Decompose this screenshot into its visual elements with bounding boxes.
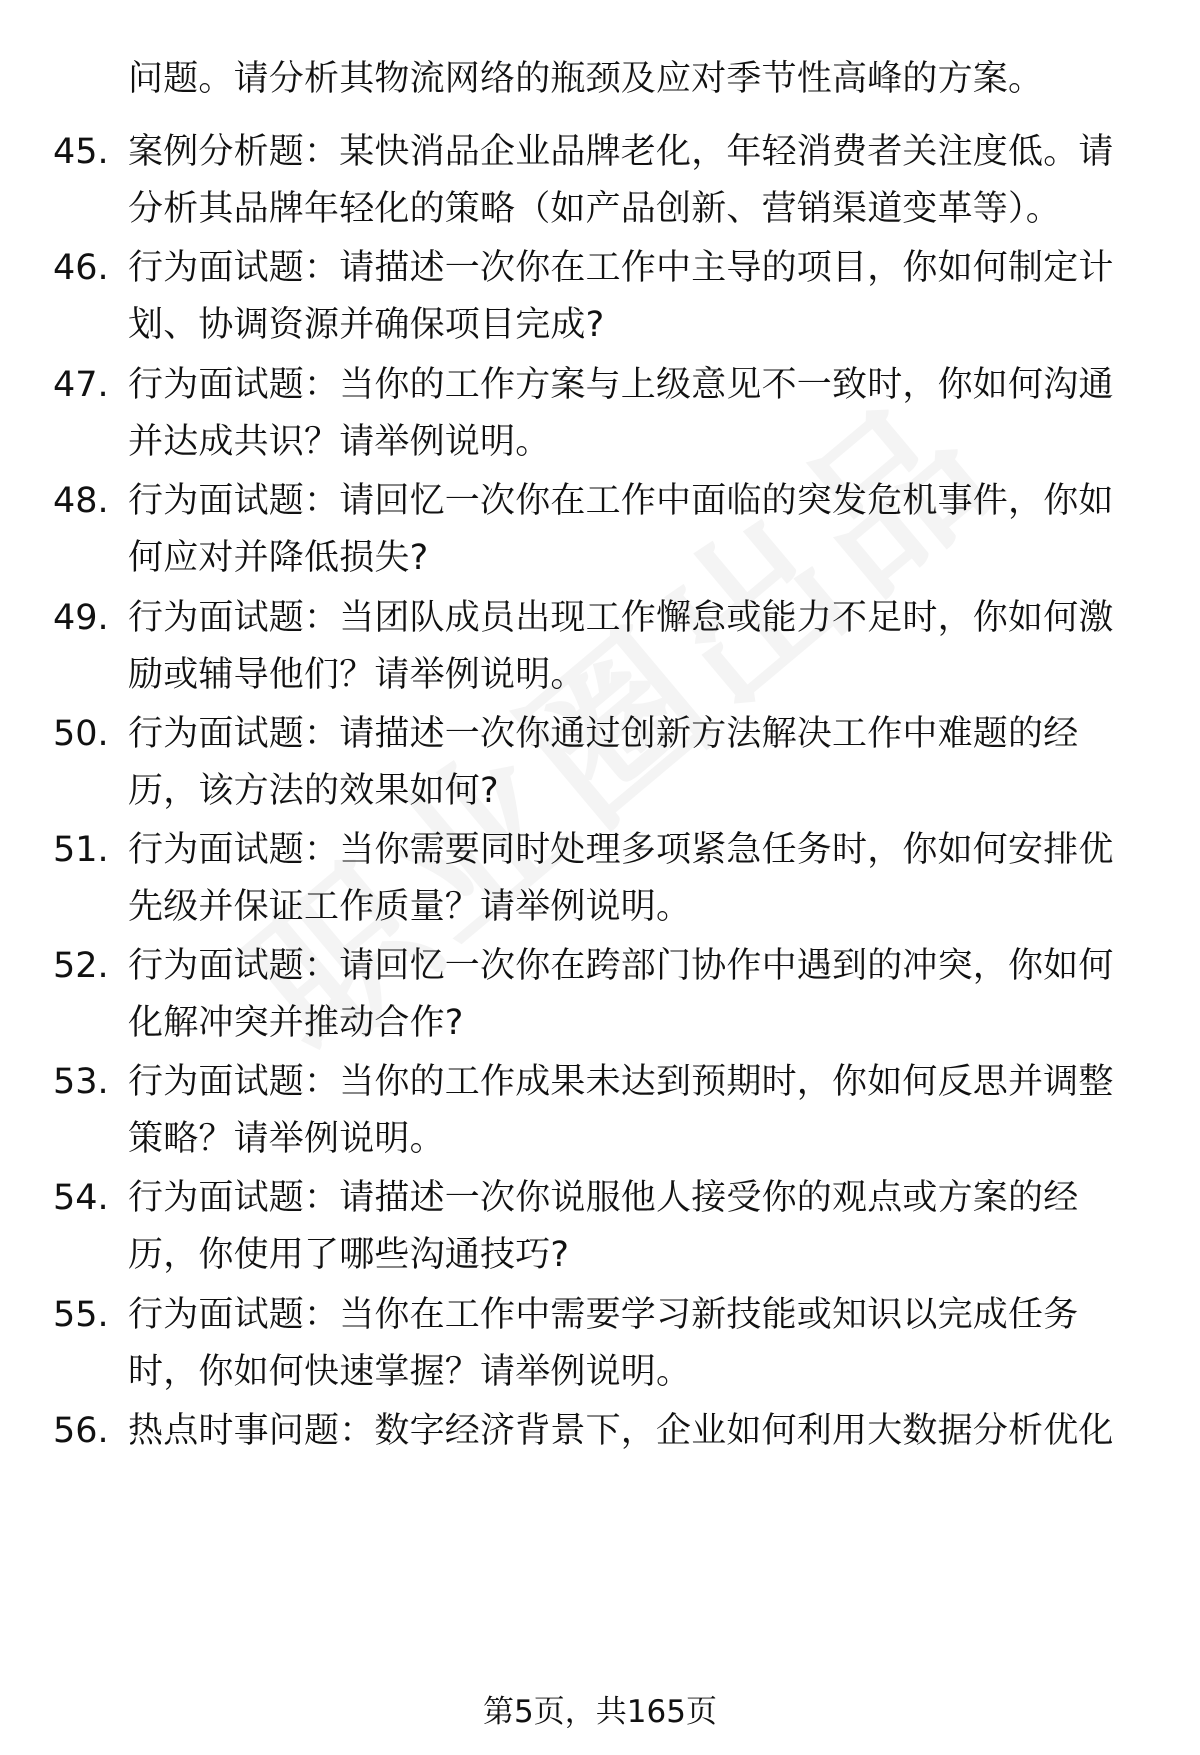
list-item: [0, 240, 1200, 350]
list-item: [0, 590, 1200, 700]
question-text: 案例分析题：某快消品企业品牌老化，年轻消费者关注度低。请分析其品牌年轻化的策略（如产品创新、营销渠道变革等）。: [128, 132, 1114, 229]
list-item: [0, 357, 1200, 467]
question-number: 50.: [53, 714, 109, 754]
question-text: 行为面试题：请回忆一次你在跨部门协作中遇到的冲突，你如何化解冲突并推动合作?: [128, 946, 1114, 1043]
question-number: 48.: [53, 481, 109, 521]
question-text: 行为面试题：当你需要同时处理多项紧急任务时，你如何安排优先级并保证工作质量？请举例说明。: [128, 830, 1114, 927]
question-number: 52.: [53, 946, 109, 986]
question-number: 45.: [53, 132, 109, 172]
question-text: 行为面试题：当你的工作方案与上级意见不一致时，你如何沟通并达成共识？请举例说明。: [128, 365, 1114, 462]
list-item: [0, 473, 1200, 583]
question-text: 行为面试题：请回忆一次你在工作中面临的突发危机事件，你如何应对并降低损失?: [128, 481, 1114, 578]
question-number: 54.: [53, 1178, 109, 1218]
question-text: 行为面试题：当团队成员出现工作懈怠或能力不足时，你如何激励或辅导他们？请举例说明。: [128, 598, 1114, 695]
list-item: [0, 706, 1200, 816]
question-number: 55.: [53, 1295, 109, 1335]
list-item: [0, 1054, 1200, 1164]
question-number: 53.: [53, 1062, 109, 1102]
list-item: [0, 1403, 1200, 1513]
question-text: 行为面试题：请描述一次你在工作中主导的项目，你如何制定计划、协调资源并确保项目完成?: [128, 248, 1114, 345]
question-number: 46.: [53, 248, 109, 288]
question-text: 热点时事问题：数字经济背景下，企业如何利用大数据分析优化: [128, 1411, 1114, 1451]
list-item: [0, 124, 1200, 234]
list-item: [0, 822, 1200, 932]
question-number: 51.: [53, 830, 109, 870]
list-item: [0, 1287, 1200, 1397]
question-text: 行为面试题：请描述一次你说服他人接受你的观点或方案的经历，你使用了哪些沟通技巧?: [128, 1178, 1079, 1275]
question-text: 行为面试题：当你的工作成果未达到预期时，你如何反思并调整策略？请举例说明。: [128, 1062, 1114, 1159]
page-footer: 第5页，共165页: [483, 1694, 717, 1730]
question-text: 行为面试题：请描述一次你通过创新方法解决工作中难题的经历，该方法的效果如何?: [128, 714, 1079, 811]
list-item: [0, 938, 1200, 1048]
question-text: 行为面试题：当你在工作中需要学习新技能或知识以完成任务时，你如何快速掌握？请举例说明。: [128, 1295, 1079, 1392]
question-number: 49.: [53, 598, 109, 638]
question-number: 47.: [53, 365, 109, 405]
question-number: 56.: [53, 1411, 109, 1451]
question-text: 问题。请分析其物流网络的瓶颈及应对季节性高峰的方案。: [128, 59, 1044, 99]
list-item: [0, 1170, 1200, 1280]
